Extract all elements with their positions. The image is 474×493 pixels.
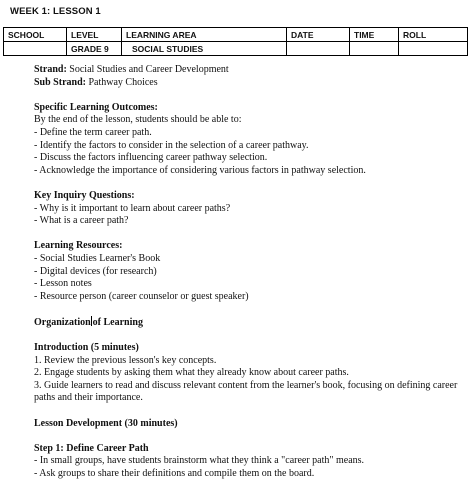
- list-item: - In small groups, have students brainstorm what they think a "career path" means.: [34, 455, 365, 467]
- lesson-content: [34, 64, 464, 481]
- organization-heading-part1: Organization: [34, 316, 91, 328]
- inquiry-heading: Key Inquiry Questions:: [34, 189, 135, 201]
- outcomes-intro: By the end of the lesson, students should be able to:: [34, 114, 242, 126]
- table-header-cell: ROLL: [399, 28, 468, 42]
- organization-heading: [34, 316, 464, 330]
- sub-strand-line: [34, 77, 464, 90]
- development-heading: Lesson Development (30 minutes): [34, 417, 178, 429]
- list-item: - Resource person (career counselor or guest speaker): [34, 290, 249, 302]
- strand-label: Strand:: [34, 64, 67, 75]
- list-item: - Ask groups to share their definitions and compile them on the board.: [34, 468, 315, 479]
- table-cell: [287, 42, 350, 56]
- list-item: - Lesson notes: [34, 278, 92, 290]
- introduction-heading: Introduction (5 minutes): [34, 342, 139, 354]
- table-header-cell: LEARNING AREA: [122, 28, 287, 42]
- outcomes-heading: Specific Learning Outcomes:: [34, 101, 158, 113]
- list-item: - What is a career path?: [34, 215, 129, 227]
- lesson-info-table: [3, 27, 468, 56]
- table-header-row: [4, 28, 468, 42]
- table-header-cell: SCHOOL: [4, 28, 67, 42]
- table-cell: [399, 42, 468, 56]
- table-cell: [350, 42, 399, 56]
- table-cell: GRADE 9: [67, 42, 122, 56]
- sub-strand-value: Pathway Choices: [85, 76, 158, 88]
- list-item: 1. Review the previous lesson's key concepts.: [34, 354, 217, 366]
- table-header-cell: TIME: [350, 28, 399, 42]
- list-item: - Digital devices (for research): [34, 265, 157, 277]
- list-item: - Acknowledge the importance of considering various factors in pathway selection.: [34, 164, 366, 176]
- list-item: - Define the term career path.: [34, 126, 152, 138]
- strand-line: [34, 64, 464, 77]
- list-item: 3. Guide learners to read and discuss relevant content from the learner's book, focusing on defining career paths and their importance.: [34, 379, 458, 404]
- strand-value: Social Studies and Career Development: [66, 64, 229, 75]
- page-title: WEEK 1: LESSON 1: [10, 6, 101, 17]
- table-header-cell: DATE: [287, 28, 350, 42]
- list-item: 2. Engage students by asking them what they already know about career paths.: [34, 367, 349, 379]
- table-header-cell: LEVEL: [67, 28, 122, 42]
- resources-heading: Learning Resources:: [34, 240, 123, 252]
- step1-heading: Step 1: Define Career Path: [34, 442, 149, 454]
- list-item: - Discuss the factors influencing career pathway selection.: [34, 152, 268, 164]
- table-cell: SOCIAL STUDIES: [122, 42, 287, 56]
- sub-strand-label: Sub Strand:: [34, 76, 86, 88]
- organization-heading-part2: of Learning: [92, 316, 143, 328]
- list-item: - Social Studies Learner's Book: [34, 252, 161, 264]
- table-cell: [4, 42, 67, 56]
- list-item: - Identify the factors to consider in the selection of a career pathway.: [34, 139, 309, 151]
- table-row: [4, 42, 468, 56]
- list-item: - Why is it important to learn about career paths?: [34, 202, 231, 214]
